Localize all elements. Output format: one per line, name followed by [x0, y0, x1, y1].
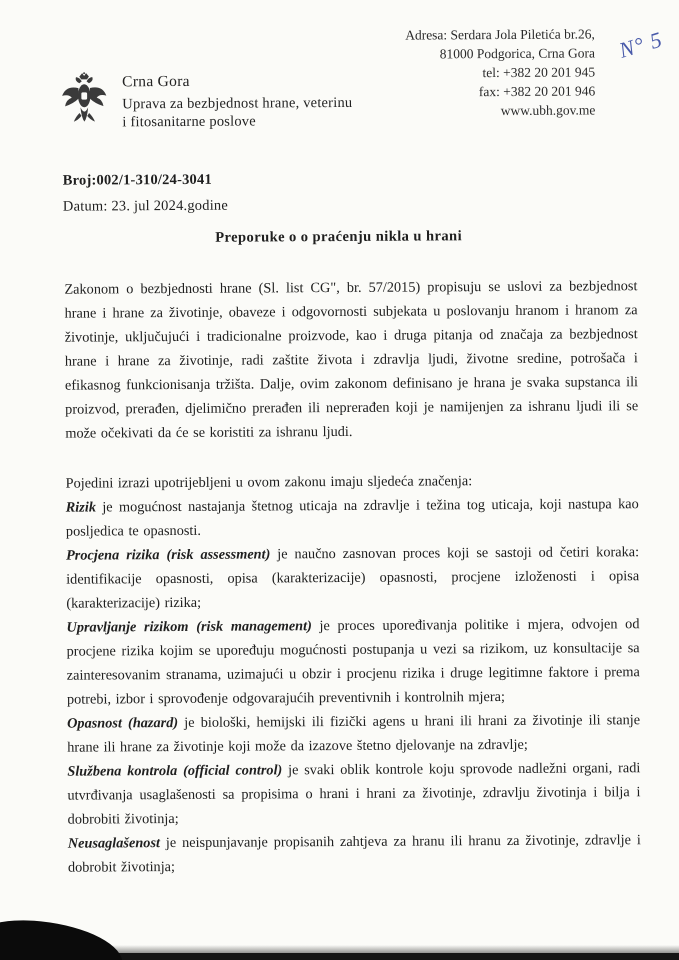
address-line: tel: +382 20 201 945 [482, 64, 596, 81]
org-name-line1: Uprava za bezbjednost hrane, veterinu [122, 94, 353, 113]
definition-term: Upravljanje rizikom (risk management) [66, 618, 312, 636]
address-line: fax: +382 20 201 946 [478, 83, 596, 100]
definition-term: Opasnost (hazard) [67, 714, 179, 732]
definition-text: je biološki, hemijski ili fizički agens u hrani ili hrani za životinje ili stanje hrane ili hrane za životinje koji može da izazove štetno djelovanje na zdravlje; [67, 712, 641, 756]
website-line: www.ubh.gov.me [500, 102, 596, 119]
document-date: Datum: 23. jul 2024.godine [62, 197, 229, 215]
handwritten-number: N° 5 [616, 26, 666, 63]
definition-text: je proces upoređivanja politike i mjera, odvojen od procjene rizika kojim se upoređuju mogućnosti postupanja u vezi sa rizikom, uz konsultacije sa zainteresovanim stranama, uzimajući u obzir i procjenu rizika i druge legitimne faktore i prema potrebi, izbor i sprovođenje odgovarajućih preventivnih i kontrolnih mjera; [66, 616, 640, 708]
definition-sluzbena-kontrola [67, 756, 640, 831]
org-country: Crna Gora [122, 72, 190, 91]
paragraph-definitions-lead: Pojedini izrazi upotrijebljeni u ovom zakonu imaju sljedeća značenja: [65, 473, 473, 492]
definition-text: je svaki oblik kontrole koju sprovode nadležni organi, radi utvrđivanja usaglašenosti sa propisima o hrani i hrani za životinje, zdravlju životinja i bilja i dobrobiti životinja; [67, 760, 641, 828]
document-number: Broj:002/1-310/24-3041 [62, 171, 212, 189]
definition-term: Službena kontrola (official control) [67, 762, 283, 780]
address-line: 81000 Podgorica, Crna Gora [439, 45, 596, 62]
definition-text: je neispunjavanje propisanih zahtjeva za hranu ili hranu za životinje, zdravlje i dobrobit životinja; [67, 832, 641, 876]
definition-rizik [66, 492, 639, 543]
definition-opasnost [67, 708, 640, 759]
definition-term: Rizik [65, 499, 97, 516]
definition-term: Neusaglašenost [67, 835, 161, 852]
definition-term: Procjena rizika (risk assessment) [65, 546, 271, 564]
address-line: Adresa: Serdara Jola Piletića br.26, [405, 26, 595, 43]
letterhead-org [60, 70, 352, 132]
letterhead-address [405, 24, 595, 120]
org-name-line2: i fitosanitarne poslove [122, 113, 256, 131]
definition-upravljanje-rizikom [66, 612, 640, 711]
montenegro-coat-of-arms-icon [60, 71, 108, 128]
document-meta [63, 167, 228, 220]
document-title: Preporuke o o praćenju nikla u hrani [215, 228, 463, 246]
paragraph-intro: Zakonom o bezbjednosti hrane (Sl. list CG", br. 57/2015) propisuju se uslovi za bezbjednost hrane i hrane za životinje, obaveze i odgovornosti subjekata u poslovanju hranom i hranom za životinje, uključujući i tradicionalne proizvode, kao i druga pitanja od značaja za bezbjednost hrane i hrane za životinje, radi zaštite života i zdravlja ljudi, životne sredine, potrošača i efikasnog funkcionisanja tržišta. Dalje, ovim zakonom definisano je hrana je svaka supstanca ili proizvod, prerađen, djelimično prerađen ili neprerađen koji je namijenjen za ishranu ljudi ili se može očekivati da će se koristiti za ishranu ljudi. [64, 278, 639, 442]
org-text [122, 70, 352, 131]
document-body [64, 274, 641, 879]
definition-neusaglasenost [68, 828, 641, 879]
definition-procjena-rizika [66, 540, 639, 615]
definition-text: je naučno zasnovan proces koji se sastoji od četiri koraka: identifikacije opasnosti, opisa (karakterizacije) opasnosti, procjene izloženosti i opisa (karakterizacije) rizika; [66, 544, 640, 612]
definition-text: je mogućnost nastajanja štetnog uticaja na zdravlje i težina tog uticaja, koji nastupa kao posljedica te opasnosti. [65, 496, 639, 540]
